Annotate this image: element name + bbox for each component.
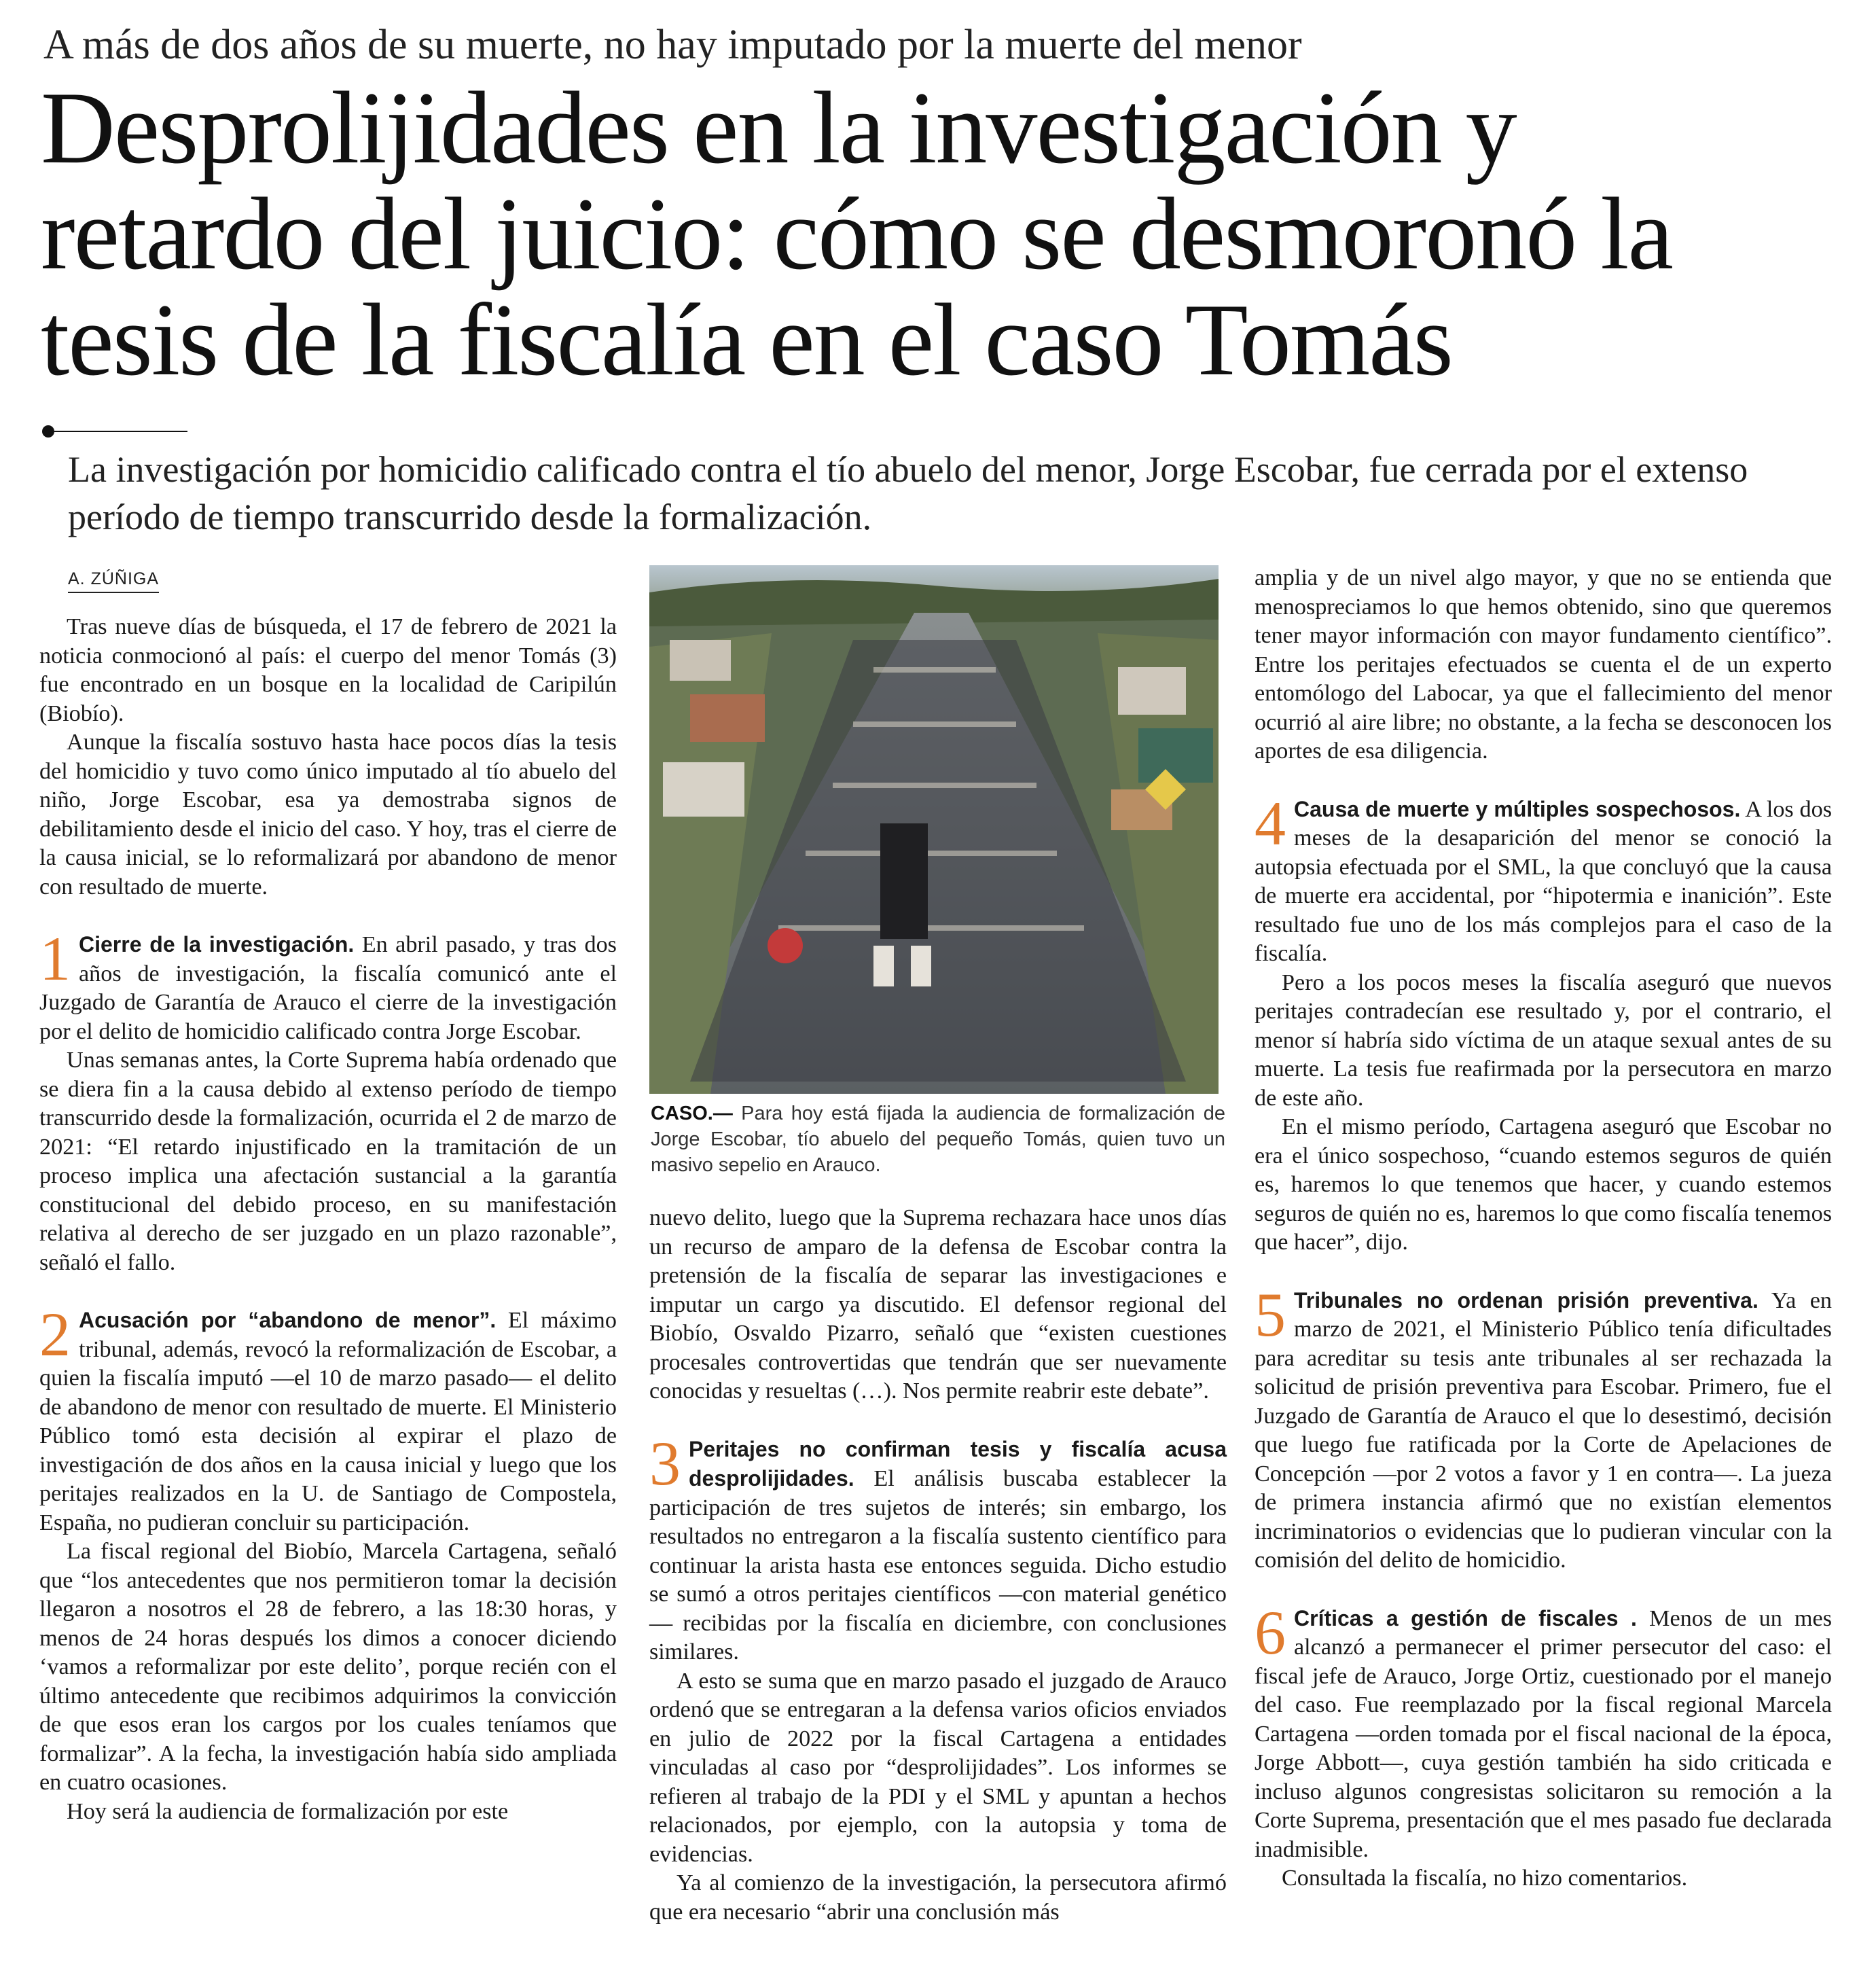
section-6: [1255, 1597, 1832, 1893]
paragraph: amplia y de un nivel algo mayor, y que no se entienda que menospreciamos lo que hemos obtenido, sino que queremos tener mayor información con mayor fundamento científico”. Entre los peritajes efectuados se cuenta el de un experto entomólogo del Labocar, ya que el fallecimiento del menor ocurrió al aire libre; no obstante, a la fecha se desconocen los aportes de esa diligencia.: [1255, 565, 1832, 764]
section-title: Cierre de la investigación.: [79, 932, 355, 957]
section-2: [39, 1300, 617, 1826]
section-number: 1: [39, 924, 71, 993]
headline-line-1: Desprolijidades en la investigación y: [41, 71, 1516, 185]
paragraph: [649, 1428, 1227, 1667]
rule-dot: [42, 425, 54, 438]
paragraph: [1255, 1279, 1832, 1575]
paragraph: La fiscal regional del Biobío, Marcela Cartagena, señaló que “los antecedentes que nos permitieron tomar la decisión llegaron a nosotros el 28 de febrero, a las 18:30 horas, y menos de 24 horas después los dimos a conocer diciendo ‘vamos a reformalizar por este delito’, porque recién con el último antecedente que recibimos adquirimos la convicción de que esos eran los cargos por los cuales teníamos que formalizar”. A la fecha, la investigación había sido ampliada en cuatro ocasiones.: [39, 1539, 617, 1795]
headline-line-3: tesis de la fiscalía en el caso Tomás: [41, 283, 1452, 397]
paragraph: [1255, 788, 1833, 969]
section-text: El análisis buscaba establecer la participación de tres sujetos de interés; sin embargo, los resultados no entregaron a la fiscalía sustento científico para continuar la arista hasta ese entonces seguida. Dicho estudio se sumó a otros peritajes científicos —con material genético— recibidas por la fiscalía en diciembre, con conclusiones similares.: [649, 1466, 1227, 1664]
section-title: Peritajes no confirman tesis y fiscalía acusa desprolijidades.: [689, 1436, 1227, 1491]
section-number: 4: [1255, 788, 1286, 858]
photo-caption: [651, 1101, 1225, 1178]
paragraph: [1255, 1597, 1832, 1865]
section-1: [39, 924, 617, 1277]
column-2: [649, 1204, 1227, 1927]
section-title: Causa de muerte y múltiples sospechosos.: [1294, 796, 1741, 821]
section-5: [1255, 1279, 1832, 1575]
section-number: 3: [649, 1428, 681, 1498]
section-title: Tribunales no ordenan prisión preventiva.: [1294, 1287, 1758, 1313]
paragraph: Aunque la fiscalía sostuvo hasta hace pocos días la tesis del homicidio y tuvo como único imputado al tío abuelo del niño, Jorge Escobar, esa ya demostraba signos de debilitamiento desde el inicio del caso. Y hoy, tras el cierre de la causa inicial, se lo reformalizará por abandono de menor con resultado de muerte.: [39, 730, 617, 899]
paragraph: Unas semanas antes, la Corte Suprema había ordenado que se diera fin a la causa debido al extenso período de tiempo transcurrido desde la formalización, ocurrida el 2 de marzo de 2021: “El retardo injustificado en la tramitación de un proceso implica una afectación sustancial a la garantía constitucional del debido proceso, en su manifestación relativa al derecho de ser juzgado en un plazo razonable”, señaló el fallo.: [39, 1048, 617, 1275]
section-number: 5: [1255, 1279, 1286, 1349]
paragraph: En el mismo período, Cartagena aseguró que Escobar no era el único sospechoso, “cuando estemos seguros de quién es, haremos lo que tenemos que hacer, y cuando estemos seguros de quién no es, haremos lo que como fiscalía tenemos que hacer”, dijo.: [1255, 1114, 1832, 1255]
funeral-procession-photo: [649, 565, 1219, 1094]
headline-line-2: retardo del juicio: cómo se desmoronó la: [41, 177, 1672, 291]
section-4: [1255, 788, 1833, 1258]
section-title: Críticas a gestión de fiscales .: [1294, 1605, 1637, 1630]
paragraph: nuevo delito, luego que la Suprema rechazara hace unos días un recurso de amparo de la defensa de Escobar contra la pretensión de la fiscalía de separar las investigaciones e imputar un cargo ya discutido. El defensor regional del Biobío, Osvaldo Pizarro, señaló que “existen cuestiones procesales controvertidas que tendrán que ser nuevamente conocidas y resueltas (…). Nos permite reabrir este debate”.: [649, 1205, 1227, 1404]
paragraph: [39, 924, 617, 1046]
paragraph: [39, 1300, 617, 1537]
headline: [41, 71, 1861, 397]
byline: A. ZÚÑIGA: [68, 569, 159, 593]
paragraph: Tras nueve días de búsqueda, el 17 de febrero de 2021 la noticia conmocionó al país: el cuerpo del menor Tomás (3) fue encontrado en un bosque en la localidad de Caripilún (Biobío).: [39, 614, 617, 726]
section-text: En abril pasado, y tras dos años de investigación, la fiscalía comunicó ante el Juzgado de Garantía de Arauco el cierre de la investigación por el delito de homicidio calificado contra Jorge Escobar.: [39, 932, 617, 1044]
section-text: A los dos meses de la desaparición del menor se conoció la autopsia efectuada por el SML, la que concluyó que la causa de muerte era accidental, por “hipotermia e inanición”. Este resultado fue uno de los más complejos para el caso de la fiscalía.: [1255, 796, 1833, 966]
paragraph: Ya al comienzo de la investigación, la persecutora afirmó que era necesario “abrir una conclusión más: [649, 1870, 1227, 1925]
photo-illustration: [649, 565, 1219, 1094]
section-text: Menos de un mes alcanzó a permanecer el primer persecutor del caso: el fiscal jefe de Arauco, Jorge Ortiz, cuestionado por el manejo del caso. Fue reemplazado por la fiscal regional Marcela Cartagena —orden tomada por el fiscal nacional de la época, Jorge Abbott—, cuya gestión también ha sido criticada e incluso algunos congresistas solicitaron su remoción a la Corte Suprema, presentación que el mes pasado fue declarada inadmisible.: [1255, 1605, 1832, 1862]
section-number: 2: [39, 1300, 71, 1369]
paragraph: Pero a los pocos meses la fiscalía aseguró que nuevos peritajes contradecían ese resultado y, por el contrario, el menor sí habría sido víctima de un ataque sexual antes de su muerte. La tesis fue reafirmada por la persecutora en marzo de este año.: [1255, 969, 1832, 1111]
paragraph: Consultada la fiscalía, no hizo comentarios.: [1282, 1866, 1688, 1891]
section-title: Acusación por “abandono de menor”.: [79, 1308, 497, 1332]
rule-line: [54, 431, 187, 432]
deck: La investigación por homicidio calificado contra el tío abuelo del menor, Jorge Escobar, fue cerrada por el extenso período de tiempo transcurrido desde la formalización.: [68, 449, 1748, 537]
section-text: Ya en marzo de 2021, el Ministerio Público tenía dificultades para acreditar su tesis ante tribunales al ser rechazada la solicitud de prisión preventiva para Escobar. Primero, fue el Juzgado de Garantía de Arauco el que lo desestimó, decisión que luego fue ratificada por la Corte de Apelaciones de Concepción —por 2 votos a favor y 1 en contra—. La jueza de primera instancia afirmó que no existían elementos incriminatorios o evidencias que lo pudieran vincular con la comisión del delito de homicidio.: [1255, 1287, 1832, 1573]
paragraph: Hoy será la audiencia de formalización por este: [67, 1798, 509, 1824]
column-3: [1255, 564, 1832, 1893]
caption-text: Para hoy está fijada la audiencia de formalización de Jorge Escobar, tío abuelo del pequeño Tomás, quien tuvo un masivo sepelio en Arauco.: [651, 1103, 1225, 1176]
caption-label: CASO.—: [651, 1103, 733, 1124]
section-text: El máximo tribunal, además, revocó la reformalización de Escobar, a quien la fiscalía imputó —el 10 de marzo pasado— el delito de abandono de menor con resultado de muerte. El Ministerio Público tomó esta decisión al expirar el plazo de investigación de dos años en la causa inicial y luego que los peritajes realizados en la U. de Santiago de Compostela, España, no pudieran concluir su participación.: [39, 1308, 617, 1535]
section-3: [649, 1428, 1227, 1927]
column-1: [39, 613, 617, 1826]
kicker: A más de dos años de su muerte, no hay imputado por la muerte del menor: [43, 22, 1302, 68]
paragraph: A esto se suma que en marzo pasado el juzgado de Arauco ordenó que se entregaran a la defensa varios oficios enviados en julio de 2022 por la fiscal Cartagena a entidades vinculadas al caso por “desprolijidades”. Los informes se refieren al trabajo de la PDI y el SML y apuntan a hechos relacionados, por ejemplo, con la autopsia y toma de evidencias.: [649, 1668, 1227, 1867]
section-number: 6: [1255, 1597, 1286, 1667]
